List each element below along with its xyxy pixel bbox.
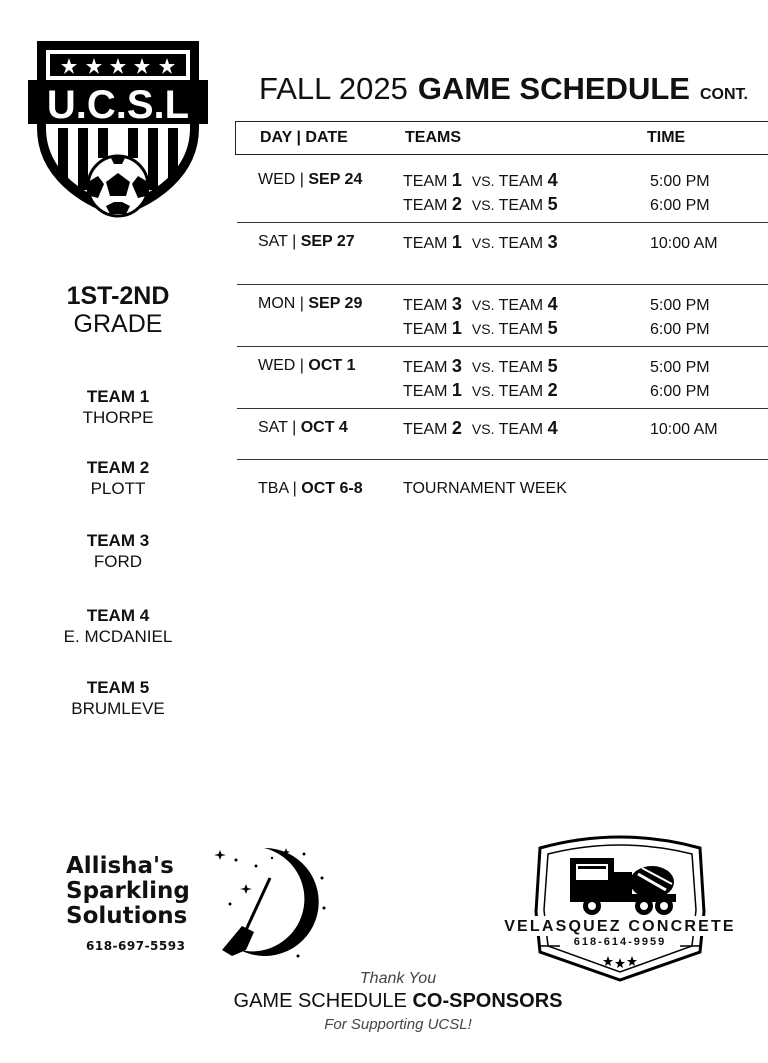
team-roster-item — [38, 457, 198, 499]
sponsor-phone: 618-697-5593 — [86, 939, 186, 953]
row-day-date: TBA | OCT 6-8 — [258, 480, 363, 497]
title-main: GAME SCHEDULE — [417, 71, 690, 106]
team-coach: E. MCDANIEL — [63, 627, 173, 646]
match-time: 6:00 PM — [650, 321, 710, 338]
footer-thanks: Thank You — [359, 970, 437, 987]
match: TEAM 2 VS. TEAM 4 — [403, 418, 558, 438]
match: TEAM 3 VS. TEAM 4 — [403, 294, 558, 314]
row-divider — [237, 222, 768, 223]
match: TEAM 1 VS. TEAM 3 — [403, 232, 558, 252]
team-coach: BRUMLEVE — [71, 699, 165, 718]
row-day-date: WED | OCT 1 — [258, 357, 356, 374]
row-day-date: WED | SEP 24 — [258, 171, 363, 188]
row-divider — [237, 408, 768, 409]
team-roster-item — [38, 605, 198, 647]
team-roster-item — [38, 530, 198, 572]
title-season: FALL 2025 — [259, 71, 408, 106]
team-roster-item — [38, 677, 198, 719]
header-teams: TEAMS — [405, 129, 461, 146]
match: TEAM 3 VS. TEAM 5 — [403, 356, 558, 376]
soccer-ball-icon — [88, 156, 148, 216]
sponsor-allisha: Allisha's Sparkling Solutions 618-697-5593 — [66, 854, 216, 953]
svg-text:U.C.S.L: U.C.S.L — [46, 83, 190, 127]
concrete-truck-icon — [570, 858, 676, 915]
team-name: TEAM 1 — [86, 387, 150, 406]
team-coach: FORD — [93, 552, 143, 571]
velasquez-concrete-logo — [482, 834, 758, 984]
tournament-note: TOURNAMENT WEEK — [403, 480, 567, 497]
team-name: TEAM 5 — [86, 678, 150, 697]
team-coach: PLOTT — [90, 479, 146, 498]
title-suffix: CONT. — [699, 86, 748, 103]
match-time: 5:00 PM — [650, 173, 710, 190]
team-name: TEAM 3 — [86, 531, 150, 550]
header-day-date: DAY | DATE — [260, 129, 348, 146]
row-divider — [237, 346, 768, 347]
match-time: 5:00 PM — [650, 359, 710, 376]
schedule-header — [235, 121, 768, 155]
match-time: 10:00 AM — [650, 235, 718, 252]
footer-support: For Supporting UCSL! — [324, 1016, 472, 1033]
sponsor-velasquez-name: VELASQUEZ CONCRETE — [504, 918, 736, 935]
match: TEAM 1 VS. TEAM 5 — [403, 318, 558, 338]
broom-moon-icon — [212, 838, 332, 966]
match-time: 6:00 PM — [650, 197, 710, 214]
match-time: 6:00 PM — [650, 383, 710, 400]
row-divider — [237, 284, 768, 285]
team-coach: THORPE — [82, 408, 154, 427]
match: TEAM 2 VS. TEAM 5 — [403, 194, 558, 214]
team-name: TEAM 2 — [86, 458, 150, 477]
match-time: 5:00 PM — [650, 297, 710, 314]
team-roster-item — [38, 386, 198, 428]
row-divider — [237, 459, 768, 460]
header-time: TIME — [647, 129, 686, 146]
sponsor-phone: 618-614-9959 — [560, 936, 680, 948]
row-day-date: MON | SEP 29 — [258, 295, 363, 312]
team-name: TEAM 4 — [86, 606, 150, 625]
match-time: 10:00 AM — [650, 421, 718, 438]
row-day-date: SAT | OCT 4 — [258, 419, 348, 436]
grade-label — [38, 282, 198, 338]
row-day-date: SAT | SEP 27 — [258, 233, 355, 250]
page-title — [259, 70, 748, 114]
match: TEAM 1 VS. TEAM 2 — [403, 380, 558, 400]
match: TEAM 1 VS. TEAM 4 — [403, 170, 558, 190]
grade-line-1: 1ST-2ND — [66, 282, 170, 310]
footer-cosponsors: GAME SCHEDULE CO-SPONSORS — [233, 990, 563, 1012]
grade-line-2: GRADE — [73, 310, 163, 338]
ucsl-logo — [26, 36, 210, 220]
